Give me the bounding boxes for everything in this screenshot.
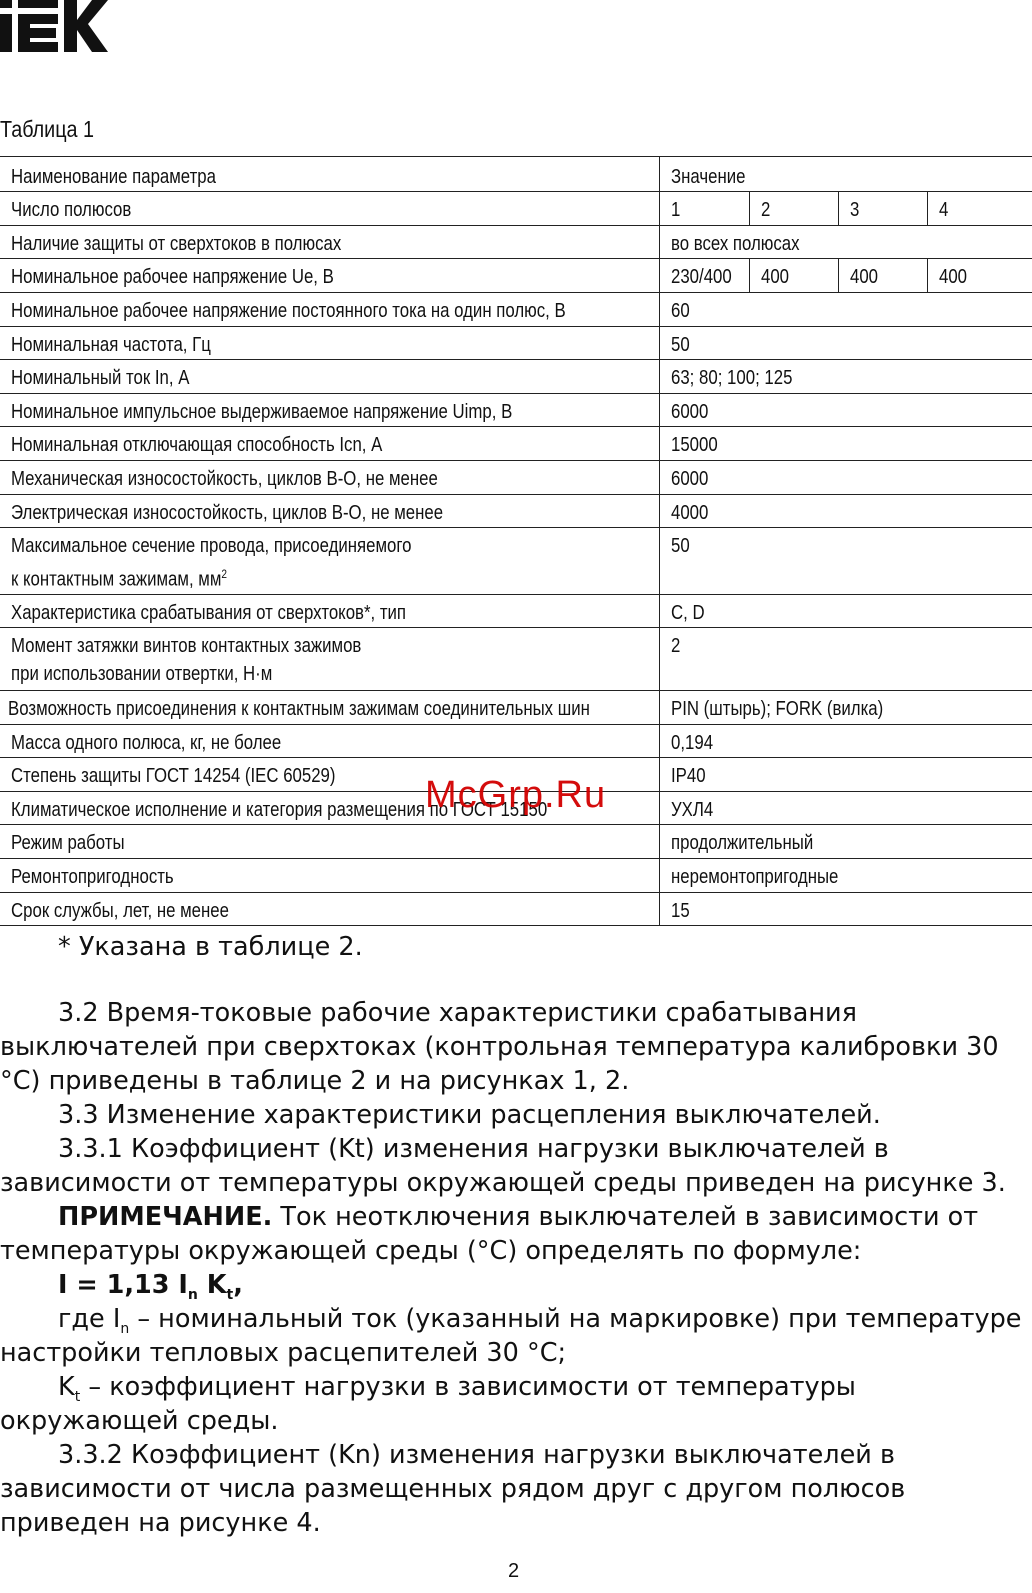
table-row [0,427,1032,461]
table-row [0,259,1032,293]
paragraph-3-3: 3.3 Изменение характеристики расцепления выключателей. [58,1100,881,1130]
param-value: 50 [659,327,1032,360]
param-name: Наличие защиты от сверхтоков в полюсах [0,226,659,259]
note-paragraph [0,1200,1032,1268]
table-row [0,226,1032,259]
param-name: Номинальное рабочее напряжение постоянного тока на один полюс, В [0,293,659,327]
param-value: продолжительный [659,824,1032,858]
param-value: 3 [838,192,927,226]
table-row [0,293,1032,327]
param-value: 1 [659,192,749,226]
table-row [0,627,1032,690]
table-row [0,495,1032,528]
param-name: Номинальная частота, Гц [0,327,659,360]
param-value: 15000 [659,427,1032,461]
table-row [0,594,1032,627]
paragraph-3-3-2: 3.3.2 Коэффициент (Kn) изменения нагрузки выключателей в зависимости от числа размещенных рядом друг с другом полюсов приведен на рисунке 4. [0,1440,906,1538]
param-name: Режим работы [0,824,659,858]
param-name: Номинальный ток In, А [0,360,659,394]
table-row [0,461,1032,495]
paragraph-3-3-1: 3.3.1 Коэффициент (Kt) изменения нагрузки выключателей в зависимости от температуры окружающей среды приведен на рисунке 3. [0,1134,1006,1198]
table-row [0,157,1032,192]
param-name: Номинальное импульсное выдерживаемое напряжение Uimp, В [0,394,659,427]
formula: I = 1,13 $I_n$ $K_t$, [58,1270,243,1303]
param-value: 15 [659,892,1032,925]
table-row [0,394,1032,427]
param-name: Характеристика срабатывания от сверхтоков*, тип [0,594,659,627]
formula-where: где $I_n$ – номинальный ток (указанный на маркировке) при температуре настройки тепловых расцепителей 30 °С; [0,1304,1022,1368]
param-value: 2 [659,627,1032,690]
table-row [0,858,1032,892]
param-name: Ремонтопригодность [0,858,659,892]
param-name: Срок службы, лет, не менее [0,892,659,925]
param-value: 2 [749,192,838,226]
param-value: C, D [659,594,1032,627]
param-name: Число полюсов [0,192,659,226]
param-value: 60 [659,293,1032,327]
table-row [0,192,1032,226]
iek-logo [0,0,110,54]
note-text: Ток неотключения выключателей в зависимости от температуры окружающей среды (°С) определять по формуле: [0,1202,979,1266]
table-row [0,724,1032,757]
param-value: 0,194 [659,724,1032,757]
param-value: 4000 [659,495,1032,528]
table-row [0,690,1032,724]
table-row [0,327,1032,360]
table-caption: Таблица 1 [0,116,95,142]
page-number: 2 [508,1560,520,1582]
footnote: * Указана в таблице 2. [58,932,363,962]
param-value: 6000 [659,461,1032,495]
param-value: 400 [927,259,1032,293]
param-name: Механическая износостойкость, циклов В-О, не менее [0,461,659,495]
param-name: Электрическая износостойкость, циклов В-О, не менее [0,495,659,528]
param-name: Климатическое исполнение и категория размещения по ГОСТ 15150 [0,791,659,824]
table-row [0,892,1032,925]
param-value: 400 [749,259,838,293]
param-name: Масса одного полюса, кг, не более [0,724,659,757]
param-name: Момент затяжки винтов контактных зажимов при использовании отвертки, Н·м [0,627,659,690]
body-text [0,930,1032,1540]
table-row [0,824,1032,858]
param-value: 400 [838,259,927,293]
param-value: неремонтопригодные [659,858,1032,892]
table-row [0,360,1032,394]
param-value: 4 [927,192,1032,226]
param-value: 6000 [659,394,1032,427]
param-value: УХЛ4 [659,791,1032,824]
note-label: ПРИМЕЧАНИЕ. [58,1202,273,1232]
watermark: McGrp.Ru [425,774,607,816]
param-name: Номинальная отключающая способность Icn, А [0,427,659,461]
param-value: 230/400 [659,259,749,293]
formula-kt: $K_t$ – коэффициент нагрузки в зависимости от температуры окружающей среды. [0,1372,856,1436]
param-name: Степень защиты ГОСТ 14254 (IEC 60529) [0,757,659,791]
header-name-cell: Наименование параметра [0,157,659,192]
header-value-cell: Значение [659,157,1032,192]
param-value: во всех полюсах [659,226,1032,259]
param-name: Возможность присоединения к контактным зажимам соединительных шин [0,690,659,724]
param-name: Номинальное рабочее напряжение Ue, В [0,259,659,293]
param-value: 63; 80; 100; 125 [659,360,1032,394]
table-row [0,528,1032,595]
paragraph-3-2: 3.2 Время-токовые рабочие характеристики срабатывания выключателей при сверхтоках (контрольная температура калибровки 30 °С) приведены в таблице 2 и на рисунках 1, 2. [0,998,999,1096]
param-name: Максимальное сечение провода, присоединяемого к контактным зажимам, $мм^2$ [0,528,659,595]
param-value: IP40 [659,757,1032,791]
param-value: 50 [659,528,1032,595]
param-value: PIN (штырь); FORK (вилка) [659,690,1032,724]
